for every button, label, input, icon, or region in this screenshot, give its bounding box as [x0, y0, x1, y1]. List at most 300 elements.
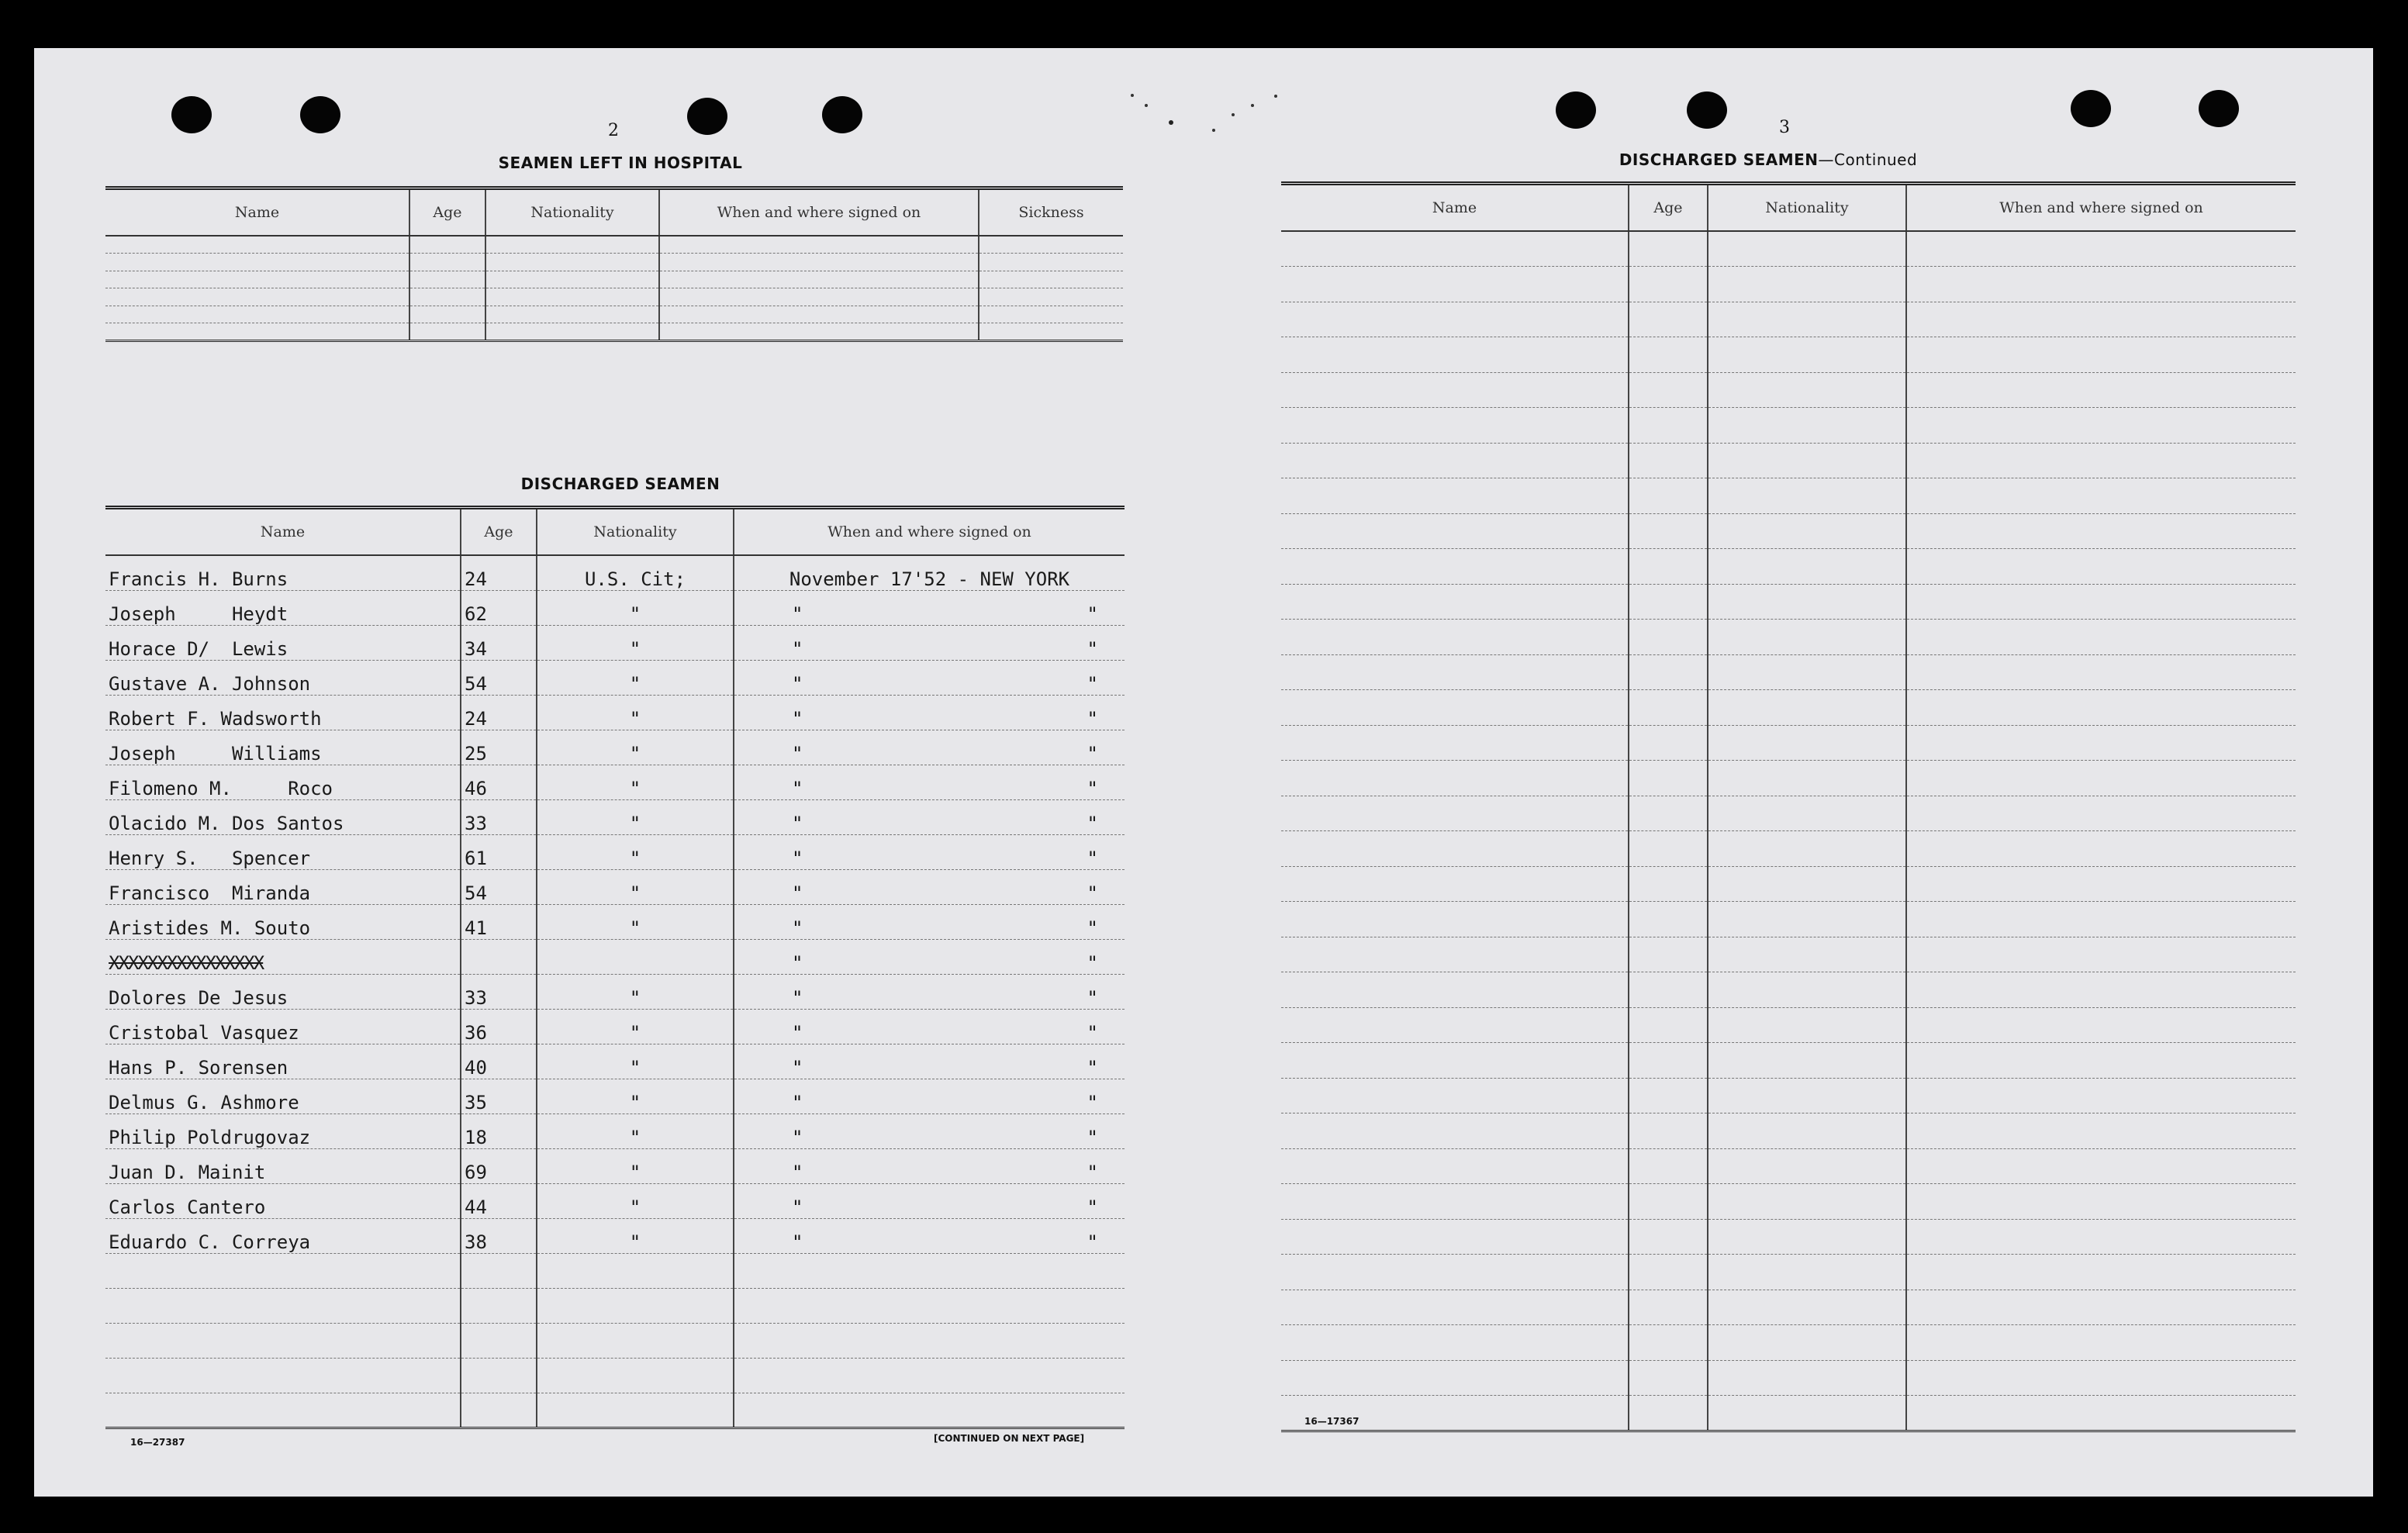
blank-cell: [1906, 267, 2296, 302]
table-row: [105, 1044, 1125, 1079]
blank-row: [1281, 1043, 2296, 1079]
blank-cell: [659, 288, 979, 306]
seaman-name: Juan D. Mainit: [105, 1148, 461, 1183]
blank-cell: [1708, 408, 1906, 444]
signed-on-cell: [734, 660, 1125, 695]
blank-cell: [1906, 654, 2296, 690]
blank-cell: [1906, 1396, 2296, 1431]
table-row: [105, 1009, 1125, 1044]
table-row: [105, 1218, 1125, 1253]
blank-cell: [1906, 1219, 2296, 1255]
seaman-nationality: ": [537, 660, 734, 695]
seaman-nationality: ": [537, 625, 734, 660]
blank-row: [105, 1358, 1125, 1393]
blank-row: [1281, 1219, 2296, 1255]
blank-cell: [659, 254, 979, 271]
table-row: [105, 904, 1125, 939]
blank-row: [1281, 302, 2296, 337]
seaman-nationality: ": [537, 1183, 734, 1218]
blank-cell: [1629, 478, 1708, 514]
blank-cell: [1629, 1325, 1708, 1361]
blank-cell: [1281, 1007, 1629, 1043]
column-header-name: Name: [105, 188, 409, 237]
signed-on-cell: [734, 1044, 1125, 1079]
blank-cell: [1906, 337, 2296, 373]
blank-cell: [1281, 1255, 1629, 1290]
hospital-body: [105, 236, 1123, 340]
table-row: [105, 695, 1125, 730]
blank-cell: [1708, 513, 1906, 549]
discharged-section-title: DISCHARGED SEAMEN: [520, 475, 720, 493]
ditto-mark: ": [792, 1231, 803, 1253]
blank-cell: [1906, 513, 2296, 549]
seaman-age: 40: [461, 1044, 537, 1079]
blank-cell: [734, 1288, 1125, 1323]
blank-cell: [409, 271, 485, 288]
ditto-mark: ": [792, 882, 803, 904]
blank-cell: [1281, 267, 1629, 302]
blank-cell: [1708, 761, 1906, 796]
blank-cell: [1629, 267, 1708, 302]
blank-cell: [1708, 831, 1906, 867]
blank-cell: [979, 323, 1123, 341]
blank-cell: [1281, 549, 1629, 585]
blank-cell: [1629, 372, 1708, 408]
ditto-mark: ": [792, 986, 803, 1009]
blank-cell: [1629, 972, 1708, 1008]
blank-cell: [1629, 1148, 1708, 1184]
continued-note: [CONTINUED ON NEXT PAGE]: [934, 1433, 1085, 1444]
blank-cell: [1708, 549, 1906, 585]
discharged-table: [105, 506, 1125, 1429]
table-row: [105, 799, 1125, 834]
blank-cell: [1708, 443, 1906, 478]
blank-cell: [1629, 1360, 1708, 1396]
signed-on-ditto: [738, 1057, 1121, 1079]
ditto-mark: ": [1087, 847, 1098, 869]
blank-cell: [1281, 584, 1629, 620]
ditto-mark: ": [1087, 986, 1098, 1009]
seaman-nationality: ": [537, 974, 734, 1009]
blank-cell: [537, 1288, 734, 1323]
blank-cell: [409, 323, 485, 341]
blank-cell: [659, 271, 979, 288]
blank-cell: [1629, 1290, 1708, 1325]
blank-cell: [1708, 796, 1906, 831]
blank-cell: [734, 1393, 1125, 1428]
ditto-mark: ": [792, 1126, 803, 1148]
blank-cell: [1281, 302, 1629, 337]
blank-cell: [1906, 302, 2296, 337]
seaman-name: Cristobal Vasquez: [105, 1009, 461, 1044]
blank-cell: [1629, 761, 1708, 796]
blank-cell: [1708, 1255, 1906, 1290]
blank-cell: [1629, 513, 1708, 549]
punch-hole: [1687, 91, 1727, 129]
ditto-mark: ": [1087, 917, 1098, 939]
seaman-age: 24: [461, 695, 537, 730]
blank-cell: [1281, 654, 1629, 690]
ditto-mark: ": [1087, 672, 1098, 695]
ditto-mark: ": [792, 1091, 803, 1113]
blank-cell: [1708, 725, 1906, 761]
blank-cell: [979, 254, 1123, 271]
blank-cell: [105, 236, 409, 254]
column-header-nationality: Nationality: [1708, 184, 1906, 232]
blank-row: [1281, 831, 2296, 867]
column-header-age: Age: [409, 188, 485, 237]
blank-row: [1281, 408, 2296, 444]
blank-cell: [1708, 972, 1906, 1008]
blank-cell: [537, 1253, 734, 1288]
seaman-name: Eduardo C. Correya: [105, 1218, 461, 1253]
table-row: [105, 834, 1125, 869]
right-body: [1281, 231, 2296, 1431]
table-row: [105, 1183, 1125, 1218]
seaman-name: Francisco Miranda: [105, 869, 461, 904]
seaman-name: XXXXXXXXXXXXXXXX: [105, 939, 461, 974]
seaman-age: 38: [461, 1218, 537, 1253]
blank-cell: [979, 271, 1123, 288]
table-row: [105, 730, 1125, 765]
blank-cell: [1281, 761, 1629, 796]
blank-cell: [537, 1393, 734, 1428]
signed-on-cell: [734, 765, 1125, 799]
blank-row: [105, 1288, 1125, 1323]
punch-hole: [1556, 91, 1596, 129]
blank-row: [1281, 1184, 2296, 1220]
scan-specks: [1125, 91, 1295, 146]
seaman-age: 54: [461, 660, 537, 695]
blank-cell: [1281, 866, 1629, 902]
blank-row: [1281, 337, 2296, 373]
blank-cell: [1629, 302, 1708, 337]
seaman-name: Carlos Cantero: [105, 1183, 461, 1218]
blank-cell: [1708, 620, 1906, 655]
signed-on-cell: [734, 1183, 1125, 1218]
blank-cell: [979, 236, 1123, 254]
blank-row: [1281, 267, 2296, 302]
ditto-mark: ": [1087, 742, 1098, 765]
blank-cell: [1629, 902, 1708, 937]
blank-cell: [1708, 1360, 1906, 1396]
table-row: [105, 1148, 1125, 1183]
ditto-mark: ": [1087, 707, 1098, 730]
seaman-name: Philip Poldrugovaz: [105, 1113, 461, 1148]
ditto-mark: ": [792, 1056, 803, 1079]
blank-cell: [1906, 1360, 2296, 1396]
signed-on-cell: [734, 1113, 1125, 1148]
blank-cell: [1906, 443, 2296, 478]
punch-hole: [300, 96, 340, 133]
blank-row: [1281, 1290, 2296, 1325]
punch-hole: [822, 96, 862, 133]
blank-cell: [1708, 902, 1906, 937]
blank-cell: [485, 254, 659, 271]
table-row: [105, 288, 1123, 306]
blank-row: [1281, 761, 2296, 796]
seaman-name: Aristides M. Souto: [105, 904, 461, 939]
signed-on-cell: [734, 590, 1125, 625]
ditto-mark: ": [792, 742, 803, 765]
blank-cell: [1708, 1184, 1906, 1220]
signed-on-cell: [734, 799, 1125, 834]
blank-cell: [1708, 1290, 1906, 1325]
ditto-mark: ": [1087, 1196, 1098, 1218]
seaman-nationality: U.S. Cit;: [537, 555, 734, 590]
blank-cell: [1281, 690, 1629, 726]
blank-cell: [1629, 1255, 1708, 1290]
ditto-mark: ": [792, 951, 803, 974]
signed-on-cell: [734, 695, 1125, 730]
seaman-age: 69: [461, 1148, 537, 1183]
blank-cell: [1906, 620, 2296, 655]
blank-cell: [485, 288, 659, 306]
blank-cell: [461, 1288, 537, 1323]
blank-row: [1281, 690, 2296, 726]
signed-on-cell: [734, 904, 1125, 939]
ditto-mark: ": [792, 637, 803, 660]
column-header-nationality: Nationality: [485, 188, 659, 237]
table-row: [105, 323, 1123, 341]
column-header-nationality: Nationality: [537, 508, 734, 556]
blank-cell: [1906, 1184, 2296, 1220]
seaman-nationality: ": [537, 834, 734, 869]
blank-cell: [461, 1323, 537, 1358]
signed-on-ditto: [738, 952, 1121, 974]
seaman-nationality: ": [537, 730, 734, 765]
blank-cell: [1281, 443, 1629, 478]
blank-cell: [1281, 478, 1629, 514]
blank-cell: [1906, 408, 2296, 444]
signed-on-cell: [734, 1079, 1125, 1113]
table-row: [105, 765, 1125, 799]
form-number-right: 16—17367: [1304, 1416, 1359, 1427]
table-row: [105, 555, 1125, 590]
blank-cell: [1708, 302, 1906, 337]
signed-on-ditto: [738, 882, 1121, 904]
blank-cell: [1906, 478, 2296, 514]
blank-cell: [1629, 654, 1708, 690]
blank-cell: [1629, 1078, 1708, 1113]
blank-row: [1281, 937, 2296, 972]
seaman-name: Joseph Williams: [105, 730, 461, 765]
ditto-mark: ": [1087, 777, 1098, 799]
blank-row: [1281, 620, 2296, 655]
signed-on-ditto: [738, 638, 1121, 660]
punch-hole: [2071, 90, 2111, 127]
blank-cell: [1906, 1043, 2296, 1079]
ditto-mark: ": [792, 672, 803, 695]
blank-cell: [1629, 866, 1708, 902]
signed-on-cell: [734, 1009, 1125, 1044]
seaman-name: Olacido M. Dos Santos: [105, 799, 461, 834]
ditto-mark: ": [1087, 1126, 1098, 1148]
blank-row: [1281, 725, 2296, 761]
blank-cell: [105, 1393, 461, 1428]
seaman-name: Robert F. Wadsworth: [105, 695, 461, 730]
seaman-age: 34: [461, 625, 537, 660]
ditto-mark: ": [792, 777, 803, 799]
blank-row: [1281, 1078, 2296, 1113]
ditto-mark: ": [1087, 1021, 1098, 1044]
seaman-age: 44: [461, 1183, 537, 1218]
blank-cell: [1629, 1219, 1708, 1255]
column-header-age: Age: [1629, 184, 1708, 232]
seaman-nationality: ": [537, 1079, 734, 1113]
blank-cell: [1629, 337, 1708, 373]
blank-row: [1281, 972, 2296, 1008]
blank-cell: [409, 236, 485, 254]
signed-on-ditto: [738, 1092, 1121, 1113]
ditto-mark: ": [1087, 1231, 1098, 1253]
signed-on-cell: [734, 1148, 1125, 1183]
punch-hole: [687, 98, 727, 135]
blank-cell: [1906, 796, 2296, 831]
blank-cell: [1281, 1360, 1629, 1396]
blank-row: [1281, 231, 2296, 267]
signed-on-cell: November 17'52 - NEW YORK: [734, 555, 1125, 590]
blank-cell: [105, 306, 409, 323]
table-row: [105, 939, 1125, 974]
blank-cell: [734, 1358, 1125, 1393]
blank-cell: [105, 1288, 461, 1323]
blank-cell: [409, 288, 485, 306]
ditto-mark: ": [792, 602, 803, 625]
seaman-name: Francis H. Burns: [105, 555, 461, 590]
column-header-name: Name: [1281, 184, 1629, 232]
blank-cell: [105, 288, 409, 306]
right-title-continued: —Continued: [1818, 150, 1918, 169]
ditto-mark: ": [1087, 1091, 1098, 1113]
blank-cell: [1629, 1007, 1708, 1043]
blank-cell: [1281, 1290, 1629, 1325]
blank-row: [1281, 549, 2296, 585]
form-number-left: 16—27387: [130, 1437, 185, 1448]
blank-cell: [105, 1358, 461, 1393]
signed-on-cell: [734, 974, 1125, 1009]
signed-on-ditto: [738, 1127, 1121, 1148]
signed-on-cell: [734, 869, 1125, 904]
table-row: [105, 254, 1123, 271]
blank-cell: [1708, 1148, 1906, 1184]
signed-on-cell: [734, 730, 1125, 765]
blank-cell: [1906, 1325, 2296, 1361]
seaman-nationality: ": [537, 1148, 734, 1183]
blank-cell: [1281, 1043, 1629, 1079]
ditto-mark: ": [1087, 602, 1098, 625]
blank-row: [1281, 654, 2296, 690]
blank-cell: [979, 288, 1123, 306]
signed-on-ditto: [738, 673, 1121, 695]
seaman-nationality: ": [537, 1044, 734, 1079]
blank-row: [1281, 1148, 2296, 1184]
page-number-left: 2: [608, 121, 619, 140]
ditto-mark: ": [1087, 637, 1098, 660]
table-row: [105, 869, 1125, 904]
seaman-nationality: ": [537, 590, 734, 625]
seaman-nationality: ": [537, 695, 734, 730]
blank-cell: [1281, 1148, 1629, 1184]
ditto-mark: ": [792, 812, 803, 834]
blank-cell: [1629, 408, 1708, 444]
blank-cell: [1906, 372, 2296, 408]
hospital-header-row: [105, 188, 1123, 237]
blank-cell: [1708, 866, 1906, 902]
blank-cell: [1629, 831, 1708, 867]
column-header-name: Name: [105, 508, 461, 556]
signed-on-ditto: [738, 1022, 1121, 1044]
blank-cell: [1281, 372, 1629, 408]
blank-row: [1281, 584, 2296, 620]
column-header-sickness: Sickness: [979, 188, 1123, 237]
seaman-age: 46: [461, 765, 537, 799]
blank-cell: [461, 1253, 537, 1288]
signed-on-cell: [734, 625, 1125, 660]
blank-cell: [1281, 1184, 1629, 1220]
blank-cell: [1708, 1043, 1906, 1079]
blank-cell: [409, 306, 485, 323]
table-row: [105, 1079, 1125, 1113]
blank-cell: [485, 236, 659, 254]
blank-cell: [485, 271, 659, 288]
blank-cell: [1708, 654, 1906, 690]
blank-cell: [1906, 1290, 2296, 1325]
seaman-nationality: ": [537, 1113, 734, 1148]
seaman-name: Henry S. Spencer: [105, 834, 461, 869]
discharged-header-row: [105, 508, 1125, 556]
blank-cell: [1906, 972, 2296, 1008]
blank-cell: [461, 1358, 537, 1393]
blank-cell: [1629, 1113, 1708, 1149]
seaman-nationality: ": [537, 1218, 734, 1253]
blank-cell: [1281, 725, 1629, 761]
blank-cell: [1629, 1184, 1708, 1220]
signed-on-cell: [734, 1218, 1125, 1253]
table-row: [105, 306, 1123, 323]
column-header-when-and-where-signed-on: When and where signed on: [1906, 184, 2296, 232]
seaman-age: 25: [461, 730, 537, 765]
seaman-name: Delmus G. Ashmore: [105, 1079, 461, 1113]
seaman-name: Hans P. Sorensen: [105, 1044, 461, 1079]
blank-cell: [537, 1358, 734, 1393]
seaman-age: 61: [461, 834, 537, 869]
blank-cell: [1708, 231, 1906, 267]
blank-cell: [1281, 231, 1629, 267]
seaman-age: 33: [461, 799, 537, 834]
blank-cell: [659, 306, 979, 323]
blank-cell: [105, 1253, 461, 1288]
seaman-age: 33: [461, 974, 537, 1009]
blank-cell: [734, 1323, 1125, 1358]
right-header-row: [1281, 184, 2296, 232]
blank-cell: [1906, 1148, 2296, 1184]
table-row: [105, 590, 1125, 625]
ditto-mark: ": [792, 847, 803, 869]
blank-cell: [1906, 866, 2296, 902]
seaman-age: 35: [461, 1079, 537, 1113]
blank-row: [1281, 1255, 2296, 1290]
blank-cell: [1906, 937, 2296, 972]
seaman-age: 24: [461, 555, 537, 590]
blank-cell: [1629, 725, 1708, 761]
table-row: [105, 236, 1123, 254]
blank-cell: [1281, 1325, 1629, 1361]
ditto-mark: ": [792, 707, 803, 730]
blank-cell: [1629, 549, 1708, 585]
blank-cell: [1281, 831, 1629, 867]
blank-cell: [105, 323, 409, 341]
